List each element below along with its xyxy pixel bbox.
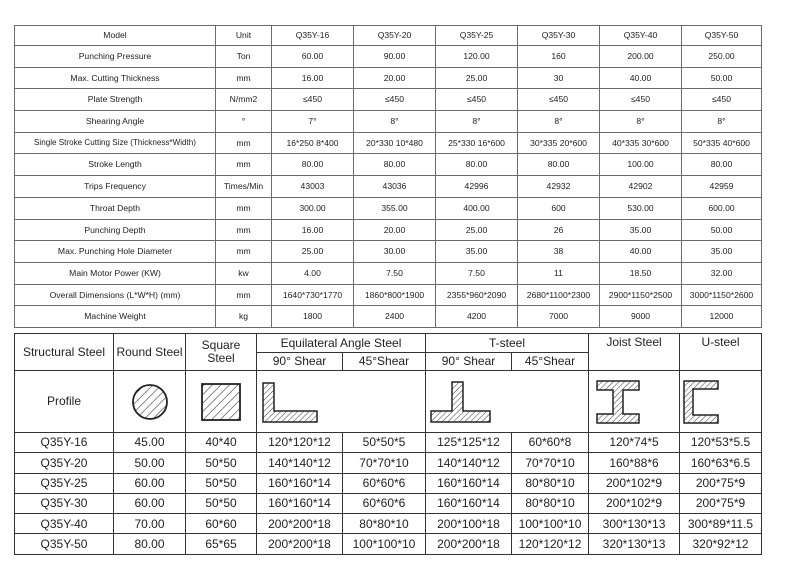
spec-value: 2680*1100*2300 — [518, 284, 600, 306]
spec-value: 50.00 — [682, 219, 762, 241]
steel-value: 120*120*12 — [512, 534, 589, 554]
t-steel-header: T-steel — [426, 334, 589, 353]
steel-value: 120*74*5 — [589, 433, 680, 453]
spec-header-cell: Q35Y-25 — [436, 26, 518, 46]
spec-header-cell: Q35Y-16 — [272, 26, 354, 46]
spec-label: Machine Weight — [15, 306, 216, 328]
spec-value: 600.00 — [682, 197, 762, 219]
spec-value: 2355*960*2090 — [436, 284, 518, 306]
angle-steel-icon — [261, 380, 321, 424]
spec-label: Main Motor Power (KW) — [15, 262, 216, 284]
steel-value: 300*89*11.5 — [680, 514, 762, 534]
joist-steel-profile — [589, 371, 680, 433]
steel-value: 50*50*5 — [343, 433, 426, 453]
steel-value: 60*60*6 — [343, 473, 426, 493]
spec-unit: mm — [216, 197, 272, 219]
spec-label: Max. Cutting Thickness — [15, 67, 216, 89]
spec-header-cell: Model — [15, 26, 216, 46]
spec-value: 250.00 — [682, 46, 762, 68]
spec-value: 160 — [518, 46, 600, 68]
steel-row — [15, 433, 762, 453]
spec-row — [15, 197, 762, 219]
steel-header-row — [15, 334, 762, 353]
steel-value: 60*60*6 — [343, 493, 426, 513]
spec-value: 25.00 — [436, 67, 518, 89]
round-steel-header: Round Steel — [114, 334, 186, 371]
spec-value: 2400 — [354, 306, 436, 328]
spec-value: 9000 — [600, 306, 682, 328]
spec-value: 1860*800*1900 — [354, 284, 436, 306]
spec-value: 16.00 — [272, 67, 354, 89]
spec-row — [15, 89, 762, 111]
steel-value: 70*70*10 — [343, 453, 426, 473]
spec-value: 80.00 — [518, 154, 600, 176]
spec-value: 42996 — [436, 176, 518, 198]
steel-row — [15, 534, 762, 554]
spec-value: 25.00 — [272, 241, 354, 263]
steel-value: 70*70*10 — [512, 453, 589, 473]
u-steel-profile — [680, 371, 762, 433]
spec-value: 7.50 — [354, 262, 436, 284]
spec-value: 4200 — [436, 306, 518, 328]
spec-value: 30.00 — [354, 241, 436, 263]
spec-header-cell: Q35Y-30 — [518, 26, 600, 46]
spec-value: 7.50 — [436, 262, 518, 284]
spec-value: ≤450 — [600, 89, 682, 111]
spec-value: 400.00 — [436, 197, 518, 219]
spec-value: 26 — [518, 219, 600, 241]
spec-label: Plate Strength — [15, 89, 216, 111]
spec-value: 42902 — [600, 176, 682, 198]
spec-value: 60.00 — [272, 46, 354, 68]
spec-row — [15, 46, 762, 68]
steel-value: 200*102*9 — [589, 493, 680, 513]
steel-value: 200*200*18 — [257, 534, 343, 554]
spec-label: Shearing Angle — [15, 111, 216, 133]
i-beam-icon — [594, 378, 642, 426]
spec-table — [14, 25, 762, 328]
steel-row — [15, 493, 762, 513]
steel-model: Q35Y-25 — [15, 473, 114, 493]
spec-unit: N/mm2 — [216, 89, 272, 111]
steel-value: 125*125*12 — [426, 433, 512, 453]
spec-row — [15, 67, 762, 89]
spec-unit: Times/Min — [216, 176, 272, 198]
spec-label: Single Stroke Cutting Size (Thickness*Width) — [15, 132, 216, 154]
steel-value: 60.00 — [114, 493, 186, 513]
spec-header-row — [15, 26, 762, 46]
t-45-shear-header: 45°Shear — [512, 353, 589, 371]
spec-header-cell: Q35Y-20 — [354, 26, 436, 46]
steel-model: Q35Y-30 — [15, 493, 114, 513]
spec-header-cell: Q35Y-50 — [682, 26, 762, 46]
spec-value: 8° — [518, 111, 600, 133]
angle-90-shear-header: 90° Shear — [257, 353, 343, 371]
steel-value: 100*100*10 — [343, 534, 426, 554]
spec-value: 40.00 — [600, 67, 682, 89]
spec-header-cell: Unit — [216, 26, 272, 46]
spec-value: 11 — [518, 262, 600, 284]
spec-unit: mm — [216, 241, 272, 263]
t-steel-icon — [428, 379, 494, 425]
spec-label: Punching Pressure — [15, 46, 216, 68]
steel-value: 50.00 — [114, 453, 186, 473]
steel-row — [15, 514, 762, 534]
spec-value: 1800 — [272, 306, 354, 328]
spec-value: 40*335 30*600 — [600, 132, 682, 154]
spec-row — [15, 262, 762, 284]
round-steel-profile — [114, 371, 186, 433]
spec-unit: mm — [216, 67, 272, 89]
steel-value: 40*40 — [186, 433, 257, 453]
spec-value: 8° — [600, 111, 682, 133]
steel-table — [14, 333, 762, 555]
spec-value: 8° — [436, 111, 518, 133]
spec-label: Overall Dimensions (L*W*H) (mm) — [15, 284, 216, 306]
spec-row — [15, 176, 762, 198]
spec-value: 30 — [518, 67, 600, 89]
steel-value: 160*160*14 — [257, 473, 343, 493]
steel-value: 200*100*18 — [426, 514, 512, 534]
steel-row — [15, 473, 762, 493]
spec-value: 80.00 — [272, 154, 354, 176]
spec-value: 12000 — [682, 306, 762, 328]
square-steel-profile — [186, 371, 257, 433]
steel-value: 60.00 — [114, 473, 186, 493]
channel-steel-icon — [681, 378, 721, 426]
spec-unit: mm — [216, 154, 272, 176]
steel-value: 80*80*10 — [343, 514, 426, 534]
spec-value: 50*335 40*600 — [682, 132, 762, 154]
spec-value: 16.00 — [272, 219, 354, 241]
steel-value: 160*63*6.5 — [680, 453, 762, 473]
steel-value: 65*65 — [186, 534, 257, 554]
spec-value: 35.00 — [436, 241, 518, 263]
spec-row — [15, 132, 762, 154]
t-90-shear-header: 90° Shear — [426, 353, 512, 371]
spec-row — [15, 284, 762, 306]
spec-value: 25*330 16*600 — [436, 132, 518, 154]
spec-value: 20.00 — [354, 219, 436, 241]
spec-value: ≤450 — [518, 89, 600, 111]
steel-value: 200*200*18 — [426, 534, 512, 554]
spec-value: 80.00 — [682, 154, 762, 176]
spec-value: 38 — [518, 241, 600, 263]
spec-value: 3000*1150*2600 — [682, 284, 762, 306]
steel-value: 160*160*14 — [257, 493, 343, 513]
steel-value: 160*160*14 — [426, 493, 512, 513]
steel-value: 140*140*12 — [257, 453, 343, 473]
round-bar-icon — [130, 382, 170, 422]
steel-model: Q35Y-16 — [15, 433, 114, 453]
spec-value: 1640*730*1770 — [272, 284, 354, 306]
square-steel-header: Square Steel — [186, 334, 257, 371]
profile-row — [15, 371, 762, 433]
spec-label: Throat Depth — [15, 197, 216, 219]
spec-unit: mm — [216, 284, 272, 306]
steel-value: 60*60*8 — [512, 433, 589, 453]
steel-value: 200*200*18 — [257, 514, 343, 534]
spec-value: 80.00 — [436, 154, 518, 176]
spec-unit: mm — [216, 132, 272, 154]
spec-label: Max. Punching Hole Diameter — [15, 241, 216, 263]
spec-value: 18.50 — [600, 262, 682, 284]
t-steel-profile — [426, 371, 589, 433]
spec-value: 300.00 — [272, 197, 354, 219]
spec-unit: Ton — [216, 46, 272, 68]
spec-label: Trips Frequency — [15, 176, 216, 198]
equal-angle-steel-header: Equilateral Angle Steel — [257, 334, 426, 353]
spec-value: 120.00 — [436, 46, 518, 68]
spec-value: 32.00 — [682, 262, 762, 284]
structural-steel-header: Structural Steel — [15, 334, 114, 371]
spec-label: Punching Depth — [15, 219, 216, 241]
spec-value: 43036 — [354, 176, 436, 198]
spec-value: 2900*1150*2500 — [600, 284, 682, 306]
spec-value: 42932 — [518, 176, 600, 198]
steel-value: 80*80*10 — [512, 473, 589, 493]
steel-value: 160*88*6 — [589, 453, 680, 473]
spec-value: 25.00 — [436, 219, 518, 241]
spec-value: 20.00 — [354, 67, 436, 89]
steel-value: 160*160*14 — [426, 473, 512, 493]
steel-value: 200*75*9 — [680, 493, 762, 513]
profile-label: Profile — [15, 371, 114, 433]
spec-value: 16*250 8*400 — [272, 132, 354, 154]
spec-value: ≤450 — [354, 89, 436, 111]
joist-steel-header: Joist Steel — [589, 334, 680, 371]
spec-value: 50.00 — [682, 67, 762, 89]
spec-value: ≤450 — [682, 89, 762, 111]
angle-45-shear-header: 45°Shear — [343, 353, 426, 371]
spec-value: 4.00 — [272, 262, 354, 284]
steel-value: 70.00 — [114, 514, 186, 534]
steel-value: 45.00 — [114, 433, 186, 453]
steel-value: 50*50 — [186, 453, 257, 473]
steel-model: Q35Y-20 — [15, 453, 114, 473]
steel-value: 80*80*10 — [512, 493, 589, 513]
steel-value: 120*120*12 — [257, 433, 343, 453]
steel-value: 60*60 — [186, 514, 257, 534]
spec-value: 35.00 — [682, 241, 762, 263]
spec-value: ≤450 — [272, 89, 354, 111]
steel-value: 200*75*9 — [680, 473, 762, 493]
spec-row — [15, 241, 762, 263]
steel-value: 140*140*12 — [426, 453, 512, 473]
steel-row — [15, 453, 762, 473]
steel-value: 50*50 — [186, 473, 257, 493]
spec-value: 90.00 — [354, 46, 436, 68]
spec-unit: kw — [216, 262, 272, 284]
spec-value: 42959 — [682, 176, 762, 198]
steel-value: 200*102*9 — [589, 473, 680, 493]
spec-row — [15, 154, 762, 176]
steel-value: 300*130*13 — [589, 514, 680, 534]
steel-model: Q35Y-40 — [15, 514, 114, 534]
spec-label: Stroke Length — [15, 154, 216, 176]
steel-value: 100*100*10 — [512, 514, 589, 534]
spec-value: 40.00 — [600, 241, 682, 263]
u-steel-header: U-steel — [680, 334, 762, 371]
angle-steel-profile — [257, 371, 426, 433]
spec-row — [15, 219, 762, 241]
spec-value: 100.00 — [600, 154, 682, 176]
steel-value: 120*53*5.5 — [680, 433, 762, 453]
spec-value: 8° — [682, 111, 762, 133]
spec-unit: kg — [216, 306, 272, 328]
square-bar-icon — [199, 381, 243, 423]
steel-value: 50*50 — [186, 493, 257, 513]
spec-value: 8° — [354, 111, 436, 133]
spec-value: ≤450 — [436, 89, 518, 111]
spec-header-cell: Q35Y-40 — [600, 26, 682, 46]
steel-model: Q35Y-50 — [15, 534, 114, 554]
spec-value: 30*335 20*600 — [518, 132, 600, 154]
spec-value: 530.00 — [600, 197, 682, 219]
spec-value: 7° — [272, 111, 354, 133]
steel-value: 320*92*12 — [680, 534, 762, 554]
spec-row — [15, 306, 762, 328]
spec-unit: mm — [216, 219, 272, 241]
spec-row — [15, 111, 762, 133]
steel-value: 80.00 — [114, 534, 186, 554]
steel-value: 320*130*13 — [589, 534, 680, 554]
spec-value: 20*330 10*480 — [354, 132, 436, 154]
spec-unit: ° — [216, 111, 272, 133]
spec-value: 35.00 — [600, 219, 682, 241]
spec-value: 7000 — [518, 306, 600, 328]
spec-value: 43003 — [272, 176, 354, 198]
spec-value: 200.00 — [600, 46, 682, 68]
spec-value: 80.00 — [354, 154, 436, 176]
spec-value: 355.00 — [354, 197, 436, 219]
spec-value: 600 — [518, 197, 600, 219]
